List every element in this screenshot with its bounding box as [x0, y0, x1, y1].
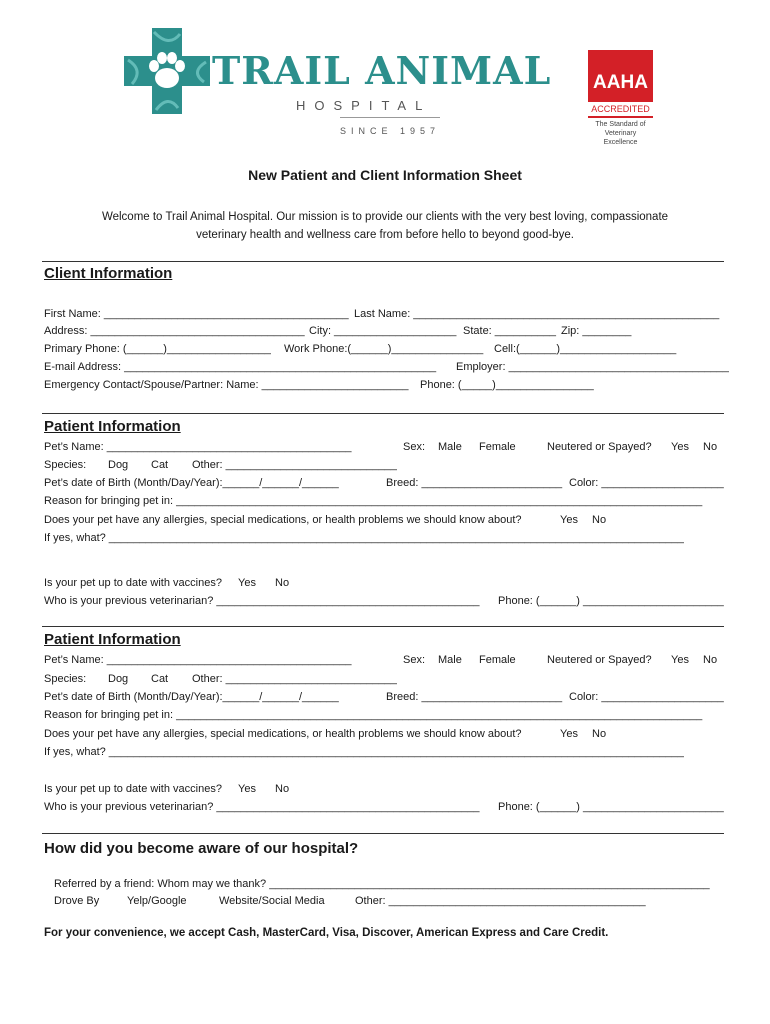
- state-field[interactable]: State: __________: [463, 325, 556, 337]
- allergies-yes-option[interactable]: Yes: [560, 514, 578, 526]
- section-rule: [42, 413, 724, 414]
- cell-phone-field[interactable]: Cell:(______)___________________: [494, 343, 677, 355]
- previous-vet-field[interactable]: Who is your previous veterinarian? ___________________________________________: [44, 595, 480, 607]
- previous-vet-phone-field[interactable]: Phone: (______) _______________________: [498, 595, 724, 607]
- logo-name: TRAIL ANIMAL: [212, 48, 552, 93]
- website-social-option[interactable]: Website/Social Media: [219, 895, 325, 907]
- aaha-badge-text: AAHA: [593, 72, 648, 93]
- section-rule: [42, 833, 724, 834]
- referred-friend-field[interactable]: Referred by a friend: Whom may we thank? ________________________________________________________________________: [54, 878, 710, 890]
- allergies-question: Does your pet have any allergies, special medications, or health problems we should know about?: [44, 728, 522, 740]
- species-label: Species:: [44, 673, 87, 685]
- logo-since: SINCE 1957: [340, 126, 441, 136]
- neutered-yes-option[interactable]: Yes: [671, 654, 689, 666]
- primary-phone-field[interactable]: Primary Phone: (______)_________________: [44, 343, 271, 355]
- if-yes-field[interactable]: If yes, what? ______________________________________________________________________________________________: [44, 532, 684, 544]
- drove-by-option[interactable]: Drove By: [54, 895, 100, 907]
- aware-other-field[interactable]: Other: __________________________________________: [355, 895, 646, 907]
- allergies-yes-option[interactable]: Yes: [560, 728, 578, 740]
- yelp-google-option[interactable]: Yelp/Google: [127, 895, 187, 907]
- aware-heading: How did you become aware of our hospital?: [44, 840, 359, 857]
- employer-field[interactable]: Employer: ____________________________________: [456, 361, 729, 373]
- species-cat-option[interactable]: Cat: [151, 459, 169, 471]
- payment-note: For your convenience, we accept Cash, MasterCard, Visa, Discover, American Express and Care Credit.: [44, 927, 609, 939]
- if-yes-field[interactable]: If yes, what? ______________________________________________________________________________________________: [44, 746, 684, 758]
- allergies-question: Does your pet have any allergies, special medications, or health problems we should know about?: [44, 514, 522, 526]
- logo-divider: [340, 117, 440, 118]
- neutered-yes-option[interactable]: Yes: [671, 441, 689, 453]
- neutered-label: Neutered or Spayed?: [547, 654, 652, 666]
- breed-field[interactable]: Breed: _______________________: [386, 477, 563, 489]
- vaccines-no-option[interactable]: No: [275, 577, 290, 589]
- sex-female-option[interactable]: Female: [479, 654, 516, 666]
- page-title: New Patient and Client Information Sheet: [248, 167, 522, 183]
- breed-field[interactable]: Breed: _______________________: [386, 691, 563, 703]
- vaccines-yes-option[interactable]: Yes: [238, 783, 256, 795]
- aaha-standard-line-2: Veterinary Excellence: [603, 130, 638, 146]
- paw-cross-logo-icon: [124, 28, 210, 114]
- client-info-heading: Client Information: [44, 265, 173, 282]
- first-name-field[interactable]: First Name: ________________________________________: [44, 308, 349, 320]
- vaccines-no-option[interactable]: No: [275, 783, 290, 795]
- sex-male-option[interactable]: Male: [438, 441, 462, 453]
- neutered-label: Neutered or Spayed?: [547, 441, 652, 453]
- pet-name-field[interactable]: Pet’s Name: ________________________________________: [44, 654, 352, 666]
- last-name-field[interactable]: Last Name: __________________________________________________: [354, 308, 720, 320]
- reason-field[interactable]: Reason for bringing pet in: ______________________________________________________________________________________: [44, 709, 703, 721]
- previous-vet-phone-field[interactable]: Phone: (______) _______________________: [498, 801, 724, 813]
- vaccines-yes-option[interactable]: Yes: [238, 577, 256, 589]
- vaccines-question: Is your pet up to date with vaccines?: [44, 783, 222, 795]
- species-label: Species:: [44, 459, 87, 471]
- pet-dob-field[interactable]: Pet’s date of Birth (Month/Day/Year):______/______/______: [44, 477, 339, 489]
- city-field[interactable]: City: ____________________: [309, 325, 457, 337]
- allergies-no-option[interactable]: No: [592, 514, 607, 526]
- welcome-line-2: veterinary health and wellness care from before hello to beyond good-bye.: [196, 229, 574, 241]
- email-field[interactable]: E-mail Address: ___________________________________________________: [44, 361, 437, 373]
- pet-name-field[interactable]: Pet’s Name: ________________________________________: [44, 441, 352, 453]
- species-dog-option[interactable]: Dog: [108, 459, 129, 471]
- section-rule: [42, 626, 724, 627]
- patient-info-heading: Patient Information: [44, 418, 181, 435]
- address-field[interactable]: Address: ___________________________________: [44, 325, 305, 337]
- sex-label: Sex:: [403, 441, 426, 453]
- emergency-contact-field[interactable]: Emergency Contact/Spouse/Partner: Name: ________________________: [44, 379, 409, 391]
- allergies-no-option[interactable]: No: [592, 728, 607, 740]
- vaccines-question: Is your pet up to date with vaccines?: [44, 577, 222, 589]
- neutered-no-option[interactable]: No: [703, 654, 718, 666]
- section-rule: [42, 261, 724, 262]
- previous-vet-field[interactable]: Who is your previous veterinarian? ___________________________________________: [44, 801, 480, 813]
- aaha-standard-line-1: The Standard of: [595, 121, 646, 128]
- patient-info-heading: Patient Information: [44, 631, 181, 648]
- reason-field[interactable]: Reason for bringing pet in: ______________________________________________________________________________________: [44, 495, 703, 507]
- emergency-phone-field[interactable]: Phone: (_____)________________: [420, 379, 594, 391]
- sex-label: Sex:: [403, 654, 426, 666]
- zip-field[interactable]: Zip: ________: [561, 325, 632, 337]
- species-other-field[interactable]: Other: ____________________________: [192, 459, 397, 471]
- species-cat-option[interactable]: Cat: [151, 673, 169, 685]
- logo-subtitle: HOSPITAL: [296, 98, 432, 113]
- sex-female-option[interactable]: Female: [479, 441, 516, 453]
- aaha-badge-box: [588, 50, 653, 118]
- work-phone-field[interactable]: Work Phone:(______)_______________: [284, 343, 484, 355]
- aaha-accredited: ACCREDITED: [588, 102, 653, 116]
- species-dog-option[interactable]: Dog: [108, 673, 129, 685]
- sex-male-option[interactable]: Male: [438, 654, 462, 666]
- species-other-field[interactable]: Other: ____________________________: [192, 673, 397, 685]
- welcome-line-1: Welcome to Trail Animal Hospital. Our mission is to provide our clients with the very best loving, compassionate: [101, 211, 669, 223]
- color-field[interactable]: Color: ____________________: [569, 477, 724, 489]
- neutered-no-option[interactable]: No: [703, 441, 718, 453]
- color-field[interactable]: Color: ____________________: [569, 691, 724, 703]
- pet-dob-field[interactable]: Pet’s date of Birth (Month/Day/Year):______/______/______: [44, 691, 339, 703]
